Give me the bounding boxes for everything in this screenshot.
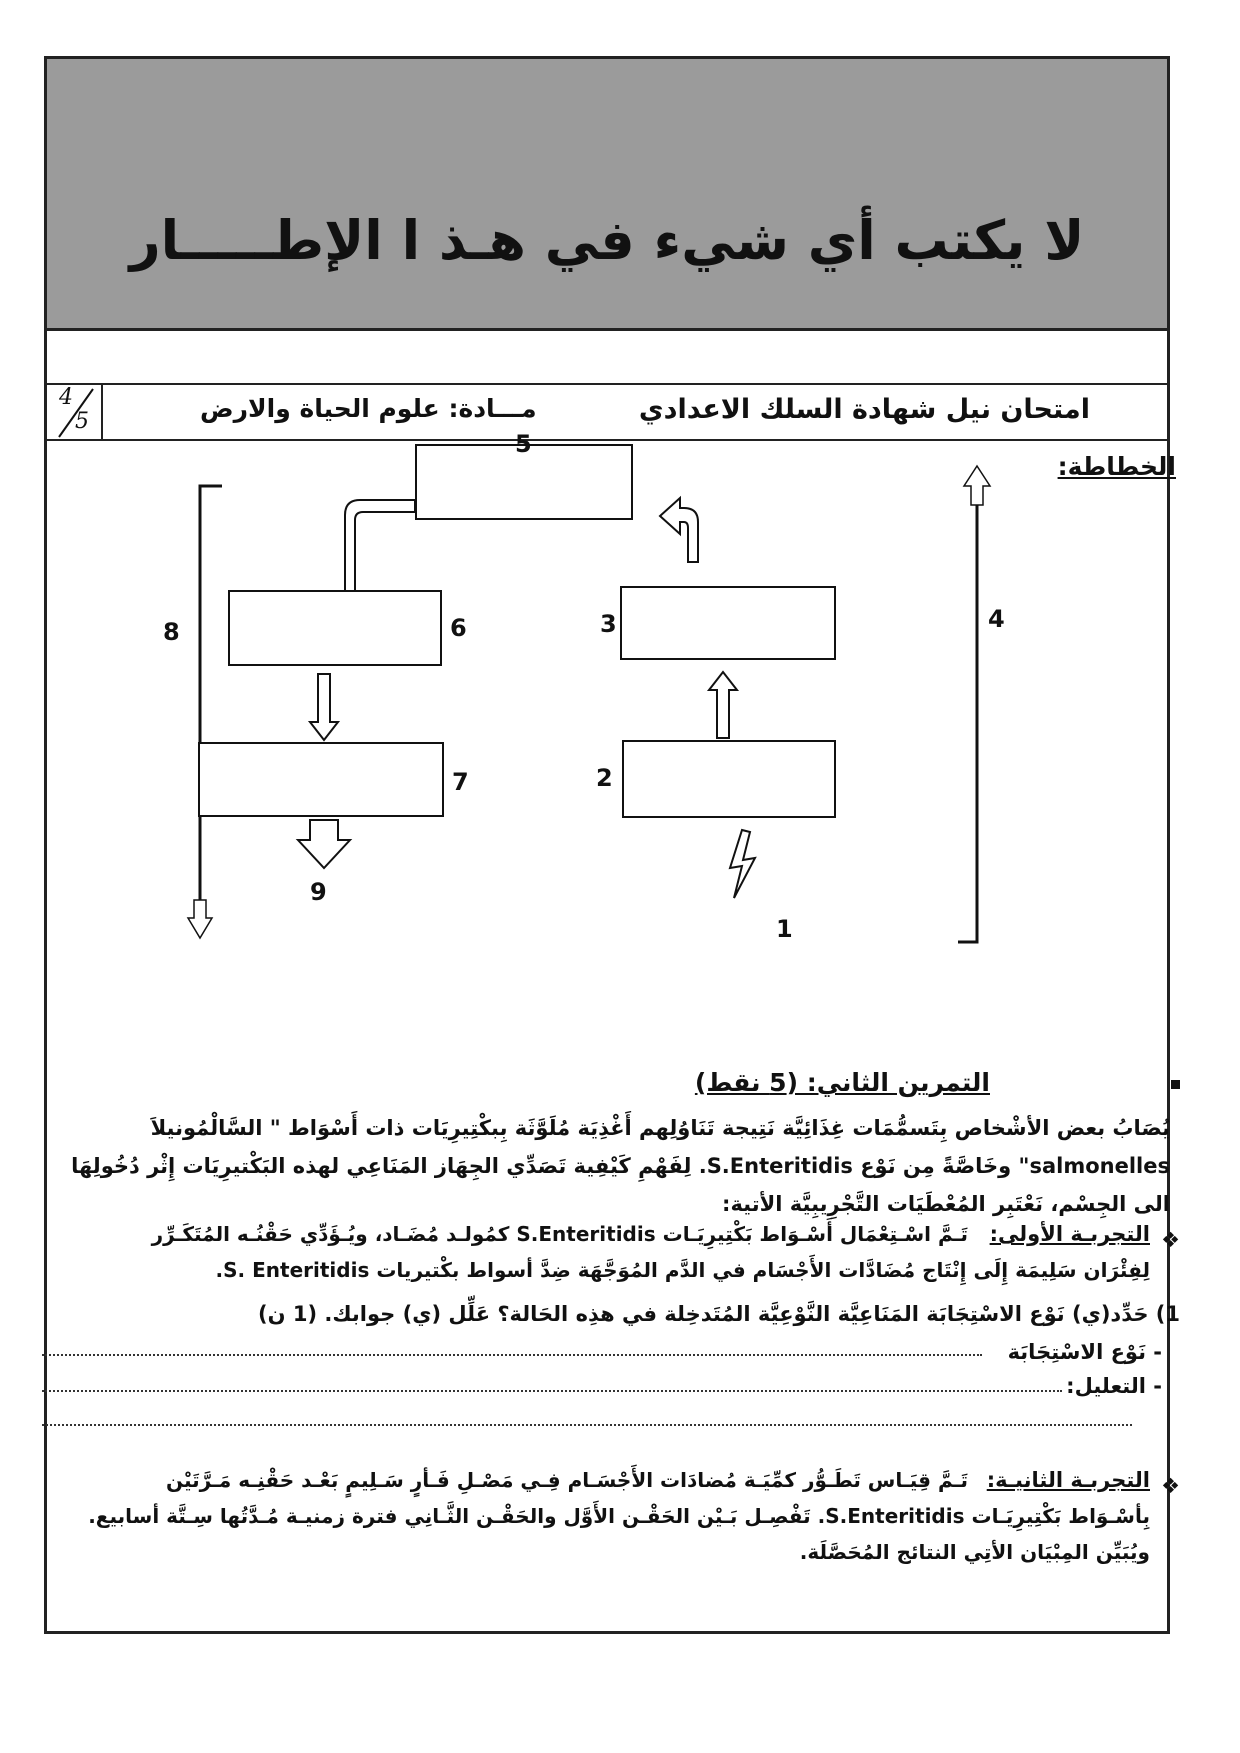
exp1-label: التجربـة الأولى: xyxy=(989,1222,1150,1246)
exp1-bullet: ❖ xyxy=(1161,1228,1180,1252)
do-not-write-banner xyxy=(47,59,1167,331)
exercise-title: التمرين الثاني: (5 نقط) xyxy=(694,1068,990,1097)
label-5: 5 xyxy=(515,430,532,458)
label-7: 7 xyxy=(452,768,469,796)
box-3 xyxy=(620,586,836,660)
question-1: 1) حَدِّد(ي) نَوْع الاسْتِجَابَة المَنَاعِيَّة النَّوْعِيَّة المُتَدخِلة في هذِه الحَالة؟ عَلِّل (ي) جوابك. (1 ن) xyxy=(258,1302,1180,1326)
page-number xyxy=(49,385,101,439)
label-8: 8 xyxy=(163,618,180,646)
exam-title: امتحان نيل شهادة السلك الاعدادي xyxy=(638,394,1090,425)
banner-text: لا يكتب أي شيء في هـذ ا الإطـــــار xyxy=(129,209,1085,272)
immune-response-scheme xyxy=(150,430,1020,1040)
exp1-line-2: لِفِئْرَان سَلِيمَة إِلَى إِنْتَاج مُضَادَّات الأَجْسَام في الدَّم المُوَجَّهَة ضِدَّ أسواط بكْتيريات S. Enteritidis. xyxy=(215,1258,1150,1282)
header-bottom-rule xyxy=(47,439,1167,441)
box-6 xyxy=(228,590,442,666)
label-9: 9 xyxy=(310,878,327,906)
exp2-label: التجربـة الثانيـة: xyxy=(986,1468,1150,1492)
page-current: 4 xyxy=(59,385,73,410)
subject-label: مـــادة: علوم الحياة والارض xyxy=(200,394,537,423)
exp2-line-2: بِأسْـوَاط بَكْتِيرِيَـات S.Enteritidis. تَفْصِـل بَـيْن الحَقْـن الأَوَّل والحَقْـن الثَّـانِي فترة زمنيـة مُـدَّتُها سِـتَّة أسابيع. xyxy=(88,1504,1150,1528)
label-1: 1 xyxy=(776,915,793,943)
exercise-bullet xyxy=(1171,1080,1180,1089)
exp1-line-1: تَـمَّ اسْـتِعْمَال أَسْـوَاط بَكْتِيرِيَـات S.Enteritidis كمُولـد مُضَـاد، ويُـؤَدِّي حَقْنُـه المُتَكَـرِّر xyxy=(151,1222,968,1246)
answer-type-label: - نَوْع الاسْتِجَابَة xyxy=(1007,1340,1162,1364)
header-top-rule xyxy=(47,383,1167,385)
label-2: 2 xyxy=(596,764,613,792)
answer-reason-label: - التعليل: xyxy=(1066,1374,1162,1398)
exp2-line-1: تَـمَّ قِيَـاس تَطَـوُّر كمِّيَـة مُضادَات الأَجْسَـام فِـي مَصْـلِ فَـأرٍ سَـلِيمٍ بَعْـد حَقْنِـه مَـرَّتَيْن xyxy=(165,1468,968,1492)
page-total: 5 xyxy=(75,409,89,434)
label-3: 3 xyxy=(600,610,617,638)
intro-line-1: يُصَابُ بعض الأشْخاص بِتَسمُّمَات غِذَائِيَّة نَتِيجة تَنَاوُلِهم أَغْذِيَة مُلَوَّثَة بِبكْتِيرِيَات ذات أَسْوَاط " السَّالْمُونيلاَ xyxy=(150,1116,1170,1140)
label-6: 6 xyxy=(450,614,467,642)
intro-line-2: salmonelles" وخَاصَّةً مِن نَوْع S.Enteritidis. لِفَهْمِ كَيْفِية تَصَدِّي الجِهَاز المَنَاعِي لهذه البَكْتيرِيَات إِثْر دُخُولِهَا xyxy=(71,1154,1170,1178)
answer-reason-line-2[interactable] xyxy=(42,1424,1132,1426)
answer-reason-line-1[interactable] xyxy=(42,1390,1062,1392)
exp2-line-3: ويُبَيِّن المِبْيَان الأتِي النتائج المُحَصَّلَة. xyxy=(799,1540,1150,1564)
exp2-bullet: ❖ xyxy=(1161,1474,1180,1498)
box-7 xyxy=(198,742,444,817)
answer-type-line[interactable] xyxy=(42,1354,982,1356)
box-2 xyxy=(622,740,836,818)
label-4: 4 xyxy=(988,605,1005,633)
page-number-divider xyxy=(101,384,103,440)
scheme-title: الخطاطة: xyxy=(1057,452,1176,481)
intro-line-3: الى الجِسْم، نَعْتَبِر المُعْطَيَات التَّجْرِيبِيَّة الأتية: xyxy=(722,1192,1170,1216)
